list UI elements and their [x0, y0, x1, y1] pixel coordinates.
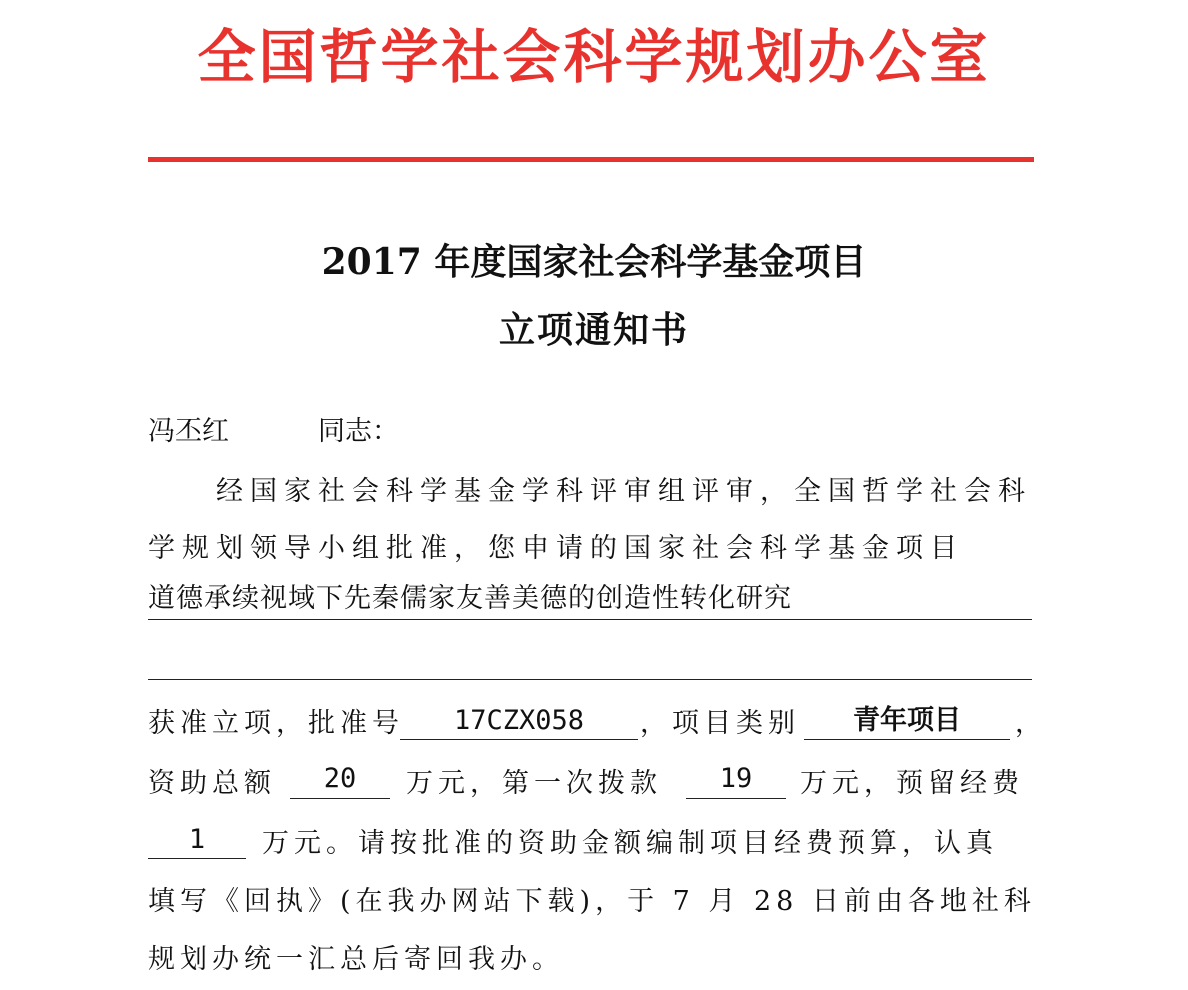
total-amount-underline: [290, 798, 390, 799]
first-payment: 19: [719, 763, 753, 794]
project-category-underline: [804, 739, 1010, 740]
approval-number-underline: [400, 739, 638, 740]
body-line-8: 规划办统一汇总后寄回我办。: [148, 944, 564, 975]
project-category: 青年项目: [853, 705, 961, 736]
project-title-underline-1: [148, 619, 1032, 620]
approval-number: 17CZX058: [453, 705, 585, 736]
first-payment-label: 万元，第一次拨款: [406, 768, 662, 799]
project-title: 道德承续视域下先秦儒家友善美德的创造性转化研究: [148, 583, 792, 614]
body-line-1: 经国家社会科学基金学科评审组评审，全国哲学社会科: [216, 476, 1032, 507]
recipient-name: 冯丕红: [148, 416, 229, 447]
greeting: 同志：: [318, 416, 399, 447]
notice-title-line2: 立项通知书: [498, 309, 689, 351]
category-suffix: ，: [1015, 708, 1047, 739]
approval-prefix: 获准立项，批准号: [148, 708, 404, 739]
project-title-underline-2: [148, 679, 1032, 680]
reserve-amount: 1: [188, 824, 206, 855]
category-prefix: ，项目类别: [640, 708, 800, 739]
reserve-amount-underline: [148, 858, 246, 859]
funding-prefix: 资助总额: [148, 768, 276, 799]
body-line-7: 填写《回执》(在我办网站下载)，于 7 月 28 日前由各地社科: [148, 886, 1036, 917]
header-red-rule: [148, 157, 1034, 162]
first-payment-underline: [686, 798, 786, 799]
body-line-6: 万元。请按批准的资助金额编制项目经费预算，认真: [262, 828, 998, 859]
office-header: 全国哲学社会科学规划办公室: [197, 23, 991, 91]
notice-title-line1: 2017 年度国家社会科学基金项目: [321, 241, 867, 283]
reserve-label: 万元，预留经费: [800, 768, 1024, 799]
body-line-2: 学规划领导小组批准，您申请的国家社会科学基金项目: [148, 533, 964, 564]
total-amount: 20: [323, 763, 357, 794]
